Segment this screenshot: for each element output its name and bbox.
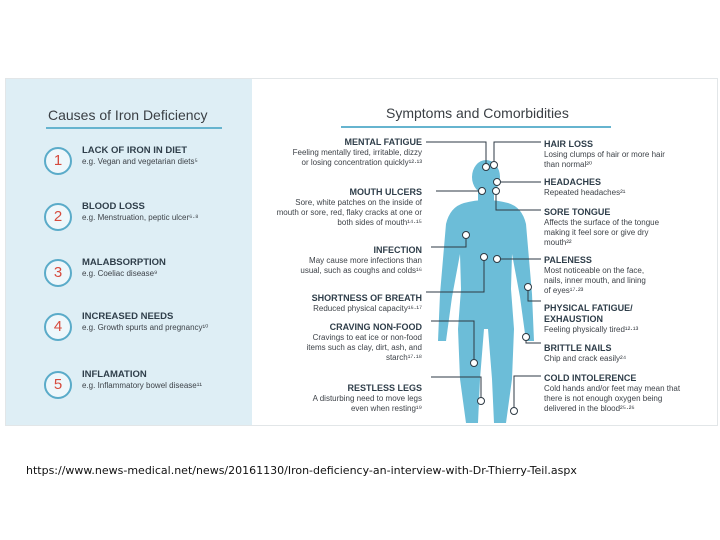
iron-deficiency-infographic [5,78,718,426]
cause-desc: e.g. Coeliac disease⁹ [82,269,158,278]
connector-cold-intolerence [514,376,541,409]
symptom-title: HEADACHES [544,177,602,187]
dot-craving [471,360,478,367]
symptom-mouth-ulcers [276,187,422,228]
symptoms-title: Symptoms and Comorbidities [386,105,569,121]
cause-number-badge: 5 [44,371,72,399]
dot-sore-tongue [493,188,500,195]
symptom-desc: Losing clumps of hair or more hair than normal²⁰ [544,150,665,169]
symptom-craving-non-food [292,322,422,363]
causes-title: Causes of Iron Deficiency [48,107,208,123]
symptom-title: MOUTH ULCERS [349,187,422,197]
source-url: https://www.news-medical.net/news/20161130/Iron-deficiency-an-interview-with-Dr-Thierry-Teil.aspx [26,464,577,477]
cause-desc: e.g. Menstruation, peptic ulcer⁶·⁸ [82,213,199,222]
symptom-headaches [544,177,674,198]
dot-physical-fatigue [525,284,532,291]
dot-restless-legs [478,398,485,405]
connector-hair-loss [494,142,541,163]
symptom-physical-fatigue [544,303,674,335]
dot-infection [463,232,470,239]
cause-desc: e.g. Growth spurts and pregnancy¹⁰ [82,323,209,332]
dot-headaches [494,179,501,186]
symptom-desc: Affects the surface of the tongue making it feel sore or give dry mouth²² [544,218,660,247]
symptom-restless-legs [296,383,422,414]
symptom-title: HAIR LOSS [544,139,594,149]
cause-title: BLOOD LOSS [82,201,145,212]
connector-mental-fatigue [426,142,486,165]
symptom-title: INFECTION [373,245,422,255]
symptom-desc: Reduced physical capacity¹⁶·¹⁷ [313,304,422,313]
symptom-title: RESTLESS LEGS [347,383,422,393]
cause-title: INCREASED NEEDS [82,311,174,322]
symptom-hair-loss [544,139,666,170]
symptom-shortness-of-breath [282,293,422,314]
symptom-title: SORE TONGUE [544,207,611,217]
symptom-title: COLD INTOLERENCE [544,373,637,383]
dot-hair-loss [491,162,498,169]
symptom-desc: Sore, white patches on the inside of mouth or sore, red, flaky cracks at one or both sides of mouth¹⁴·¹⁵ [276,198,422,227]
cause-title: INFLAMATION [82,369,147,380]
symptom-paleness [544,255,654,296]
symptom-title: PALENESS [544,255,592,265]
symptom-cold-intolerence [544,373,694,414]
cause-desc: e.g. Vegan and vegetarian diets⁵ [82,157,198,166]
symptom-brittle-nails [544,343,674,364]
symptom-title: PHYSICAL FATIGUE/ EXHAUSTION [544,303,633,324]
dot-paleness [494,256,501,263]
dot-mental-fatigue [483,164,490,171]
symptom-infection [286,245,422,276]
dot-cold-intolerence [511,408,518,415]
cause-number-badge: 1 [44,147,72,175]
symptom-sore-tongue [544,207,672,248]
symptom-title: MENTAL FATIGUE [344,137,422,147]
symptom-desc: May cause more infections than usual, such as coughs and colds¹⁶ [300,256,422,275]
dot-shortness-of-breath [481,254,488,261]
cause-number-badge: 2 [44,203,72,231]
cause-title: LACK OF IRON IN DIET [82,145,188,156]
symptom-title: BRITTLE NAILS [544,343,612,353]
symptom-mental-fatigue [286,137,422,168]
cause-number-badge: 4 [44,313,72,341]
symptom-desc: Cold hands and/or feet may mean that there is not enough oxygen being delivered in the blood²⁵·²⁶ [544,384,681,413]
symptom-desc: Chip and crack easily²⁴ [544,354,627,363]
dot-mouth-ulcers [479,188,486,195]
symptom-desc: Feeling mentally tired, irritable, dizzy or losing concentration quickly¹²·¹³ [292,148,422,167]
dot-brittle-nails [523,334,530,341]
cause-number-badge: 3 [44,259,72,287]
symptom-desc: Repeated headaches²¹ [544,188,626,197]
symptom-title: SHORTNESS OF BREATH [311,293,422,303]
symptom-title: CRAVING NON-FOOD [329,322,422,332]
symptom-desc: Feeling physically tired¹²·¹³ [544,325,639,334]
symptom-desc: Cravings to eat ice or non-food items such as clay, dirt, ash, and starch¹⁷·¹⁸ [306,333,422,362]
cause-desc: e.g. Inflammatory bowel disease¹¹ [82,381,203,390]
symptom-desc: A disturbing need to move legs even when resting¹⁹ [312,394,422,413]
torso-and-limbs-shape [438,200,534,423]
cause-title: MALABSORPTION [82,257,166,268]
symptom-desc: Most noticeable on the face, nails, inner mouth, and lining of eyes¹⁷·²³ [544,266,646,295]
